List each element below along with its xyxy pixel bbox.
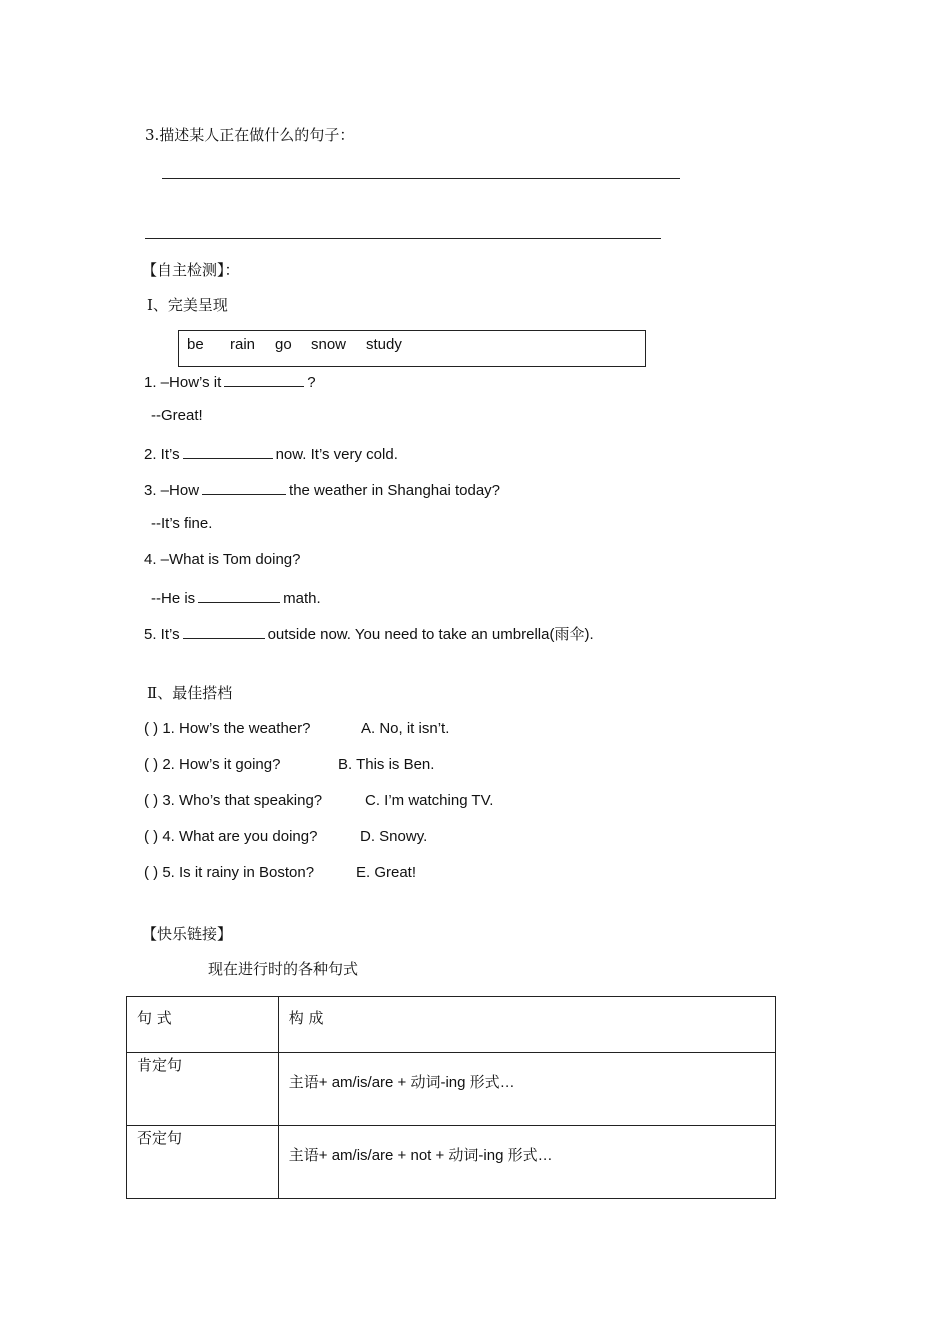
q2-text-end: now. It’s very cold. bbox=[275, 446, 398, 463]
fill-blank[interactable] bbox=[198, 588, 280, 603]
section3-heading: 3.描述某人正在做什么的句子： bbox=[145, 126, 355, 144]
question-1a bbox=[144, 372, 316, 390]
word-bank-item: go bbox=[275, 336, 292, 353]
header-form: 构 成 bbox=[288, 1009, 324, 1027]
answer-line-1 bbox=[162, 178, 680, 179]
table-row bbox=[127, 1126, 776, 1199]
row-form: 主语+ am/is/are + not + 动词-ing 形式… bbox=[288, 1147, 553, 1164]
q3a-text: 3. –How bbox=[144, 482, 200, 499]
q5-text-end: outside now. You need to take an umbrella(雨伞). bbox=[267, 626, 594, 643]
row-type: 肯定句 bbox=[137, 1056, 183, 1074]
part1-title: Ⅰ、完美呈现 bbox=[147, 296, 228, 314]
fill-blank[interactable] bbox=[224, 372, 304, 387]
table-cell bbox=[278, 1053, 775, 1126]
link-subtitle: 现在进行时的各种句式 bbox=[208, 960, 359, 978]
question-4b bbox=[151, 588, 321, 606]
match-answer: B. This is Ben. bbox=[338, 756, 435, 773]
q5-text: 5. It’s bbox=[144, 626, 180, 643]
q1a-text-end: ? bbox=[307, 374, 316, 391]
match-question: ( ) 1. How’s the weather? bbox=[144, 720, 311, 737]
header-type: 句 式 bbox=[137, 1009, 172, 1027]
answer-line-2 bbox=[145, 238, 661, 239]
table-cell bbox=[127, 1053, 279, 1126]
word-bank-item: study bbox=[366, 336, 402, 353]
row-type: 否定句 bbox=[137, 1129, 183, 1147]
question-1b: --Great! bbox=[151, 407, 203, 424]
q3a-text-end: the weather in Shanghai today? bbox=[289, 482, 501, 499]
match-answer: C. I’m watching TV. bbox=[365, 792, 494, 809]
question-3b: --It’s fine. bbox=[151, 515, 213, 532]
q4b-text: --He is bbox=[151, 590, 196, 607]
table-header-row bbox=[127, 997, 776, 1053]
table-header-cell bbox=[278, 997, 775, 1053]
word-bank bbox=[178, 330, 646, 367]
q4b-text-end: math. bbox=[283, 590, 321, 607]
grammar-table bbox=[126, 996, 776, 1199]
question-4a: 4. –What is Tom doing? bbox=[144, 551, 301, 568]
table-cell bbox=[127, 1126, 279, 1199]
q2-text: 2. It’s bbox=[144, 446, 180, 463]
word-bank-item: snow bbox=[311, 336, 347, 353]
match-question: ( ) 2. How’s it going? bbox=[144, 756, 281, 773]
q1a-text: 1. –How’s it bbox=[144, 374, 222, 391]
match-answer: A. No, it isn’t. bbox=[361, 720, 450, 737]
word-bank-item: rain bbox=[230, 336, 256, 353]
question-2 bbox=[144, 444, 398, 462]
word-bank-item: be bbox=[187, 336, 204, 353]
table-row bbox=[127, 1053, 776, 1126]
match-answer: E. Great! bbox=[356, 864, 417, 881]
match-question: ( ) 5. Is it rainy in Boston? bbox=[144, 864, 315, 881]
part2-title: Ⅱ、最佳搭档 bbox=[147, 684, 233, 702]
question-5 bbox=[144, 624, 594, 642]
question-3a bbox=[144, 480, 500, 498]
link-heading: 【快乐链接】 bbox=[142, 925, 233, 943]
fill-blank[interactable] bbox=[183, 444, 273, 459]
fill-blank[interactable] bbox=[183, 624, 265, 639]
match-question: ( ) 3. Who’s that speaking? bbox=[144, 792, 323, 809]
table-cell bbox=[278, 1126, 775, 1199]
table-header-cell bbox=[127, 997, 279, 1053]
self-test-heading: 【自主检测】： bbox=[142, 261, 240, 279]
match-answer: D. Snowy. bbox=[360, 828, 428, 845]
row-form: 主语+ am/is/are + 动词-ing 形式… bbox=[288, 1074, 515, 1091]
match-question: ( ) 4. What are you doing? bbox=[144, 828, 318, 845]
fill-blank[interactable] bbox=[202, 480, 286, 495]
